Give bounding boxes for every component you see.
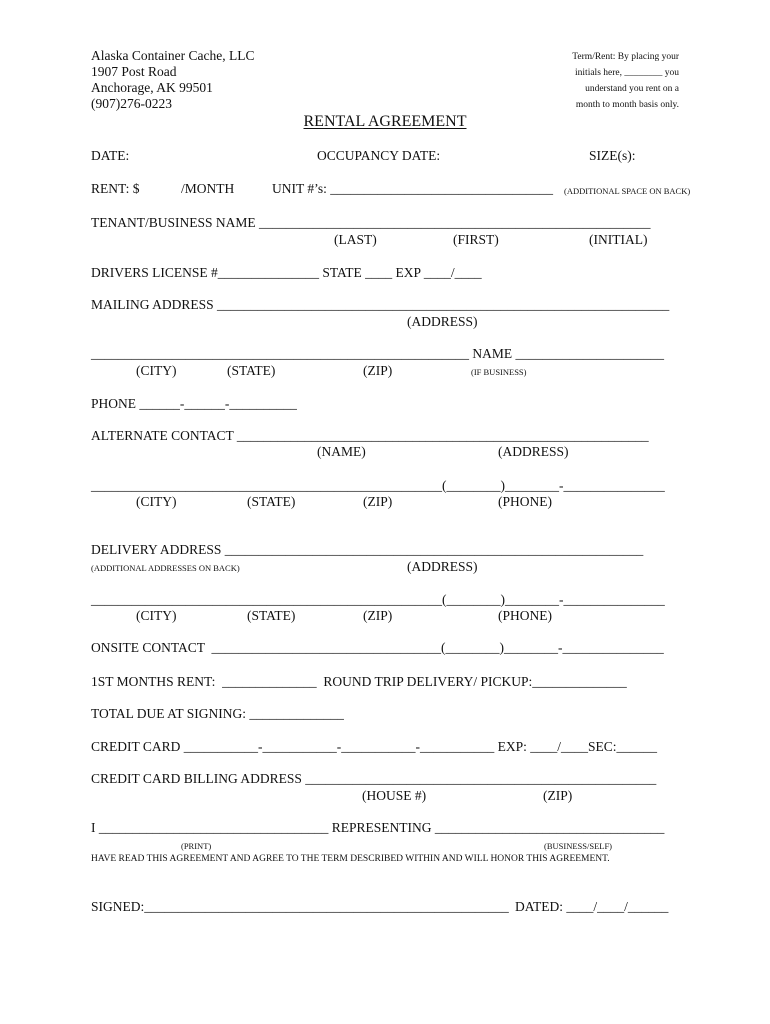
alternate-phone-caption: (PHONE) (498, 494, 552, 509)
total-due-field: TOTAL DUE AT SIGNING: ______________ (91, 706, 344, 721)
mailing-address-field: MAILING ADDRESS ___________________________________________________________________ (91, 297, 670, 312)
credit-card-field: CREDIT CARD ___________-___________-___________-___________ EXP: ____/____SEC:______ (91, 739, 658, 754)
mailing-zip-caption: (ZIP) (363, 363, 393, 378)
alternate-state-caption: (STATE) (247, 494, 296, 509)
delivery-phone-caption: (PHONE) (498, 608, 552, 623)
alternate-zip-caption: (ZIP) (363, 494, 393, 509)
unit-field: UNIT #’s: _________________________________ (272, 181, 554, 196)
mailing-city-name-field: ________________________________________________________ NAME ______________________ (91, 346, 664, 361)
unit-note: (ADDITIONAL SPACE ON BACK) (564, 186, 691, 196)
company-street: 1907 Post Road (91, 64, 177, 79)
billing-zip-caption: (ZIP) (543, 788, 573, 803)
tenant-first-caption: (FIRST) (453, 232, 499, 247)
billing-house-caption: (HOUSE #) (362, 788, 427, 803)
delivery-address-field: DELIVERY ADDRESS ______________________________________________________________ (91, 542, 644, 557)
mailing-state-caption: (STATE) (227, 363, 276, 378)
delivery-state-caption: (STATE) (247, 608, 296, 623)
alternate-address-caption: (ADDRESS) (498, 444, 569, 459)
alternate-city-phone-field: ____________________________________________________(________)________-_______________ (91, 478, 665, 493)
phone-field: PHONE ______-______-__________ (91, 396, 297, 411)
term-note-line1: Term/Rent: By placing your (572, 52, 679, 62)
signed-field: SIGNED:______________________________________________________ (91, 899, 509, 914)
dated-field: DATED: ____/____/______ (515, 899, 669, 914)
tenant-initial-caption: (INITIAL) (589, 232, 648, 247)
delivery-address-caption: (ADDRESS) (407, 559, 478, 574)
company-city-state-zip: Anchorage, AK 99501 (91, 80, 213, 95)
tenant-name-field: TENANT/BUSINESS NAME __________________________________________________________ (91, 215, 651, 230)
date-label: DATE: (91, 148, 130, 163)
company-phone: (907)276-0223 (91, 96, 172, 111)
business-self-caption: (BUSINESS/SELF) (544, 841, 613, 851)
print-caption: (PRINT) (181, 841, 212, 851)
delivery-additional-note: (ADDITIONAL ADDRESSES ON BACK) (91, 563, 240, 573)
rent-label: RENT: $ (91, 181, 140, 196)
alternate-name-caption: (NAME) (317, 444, 366, 459)
delivery-city-phone-field: ____________________________________________________(________)________-_______________ (91, 592, 665, 607)
month-label: /MONTH (181, 181, 235, 196)
representing-field: I __________________________________ REPRESENTING __________________________________ (91, 820, 665, 835)
term-note-line4: month to month basis only. (575, 100, 679, 110)
drivers-license-field: DRIVERS LICENSE #_______________ STATE ____ EXP ____/____ (91, 265, 482, 280)
delivery-zip-caption: (ZIP) (363, 608, 393, 623)
size-label: SIZE(s): (589, 148, 636, 163)
delivery-city-caption: (CITY) (136, 608, 177, 623)
alternate-contact-field: ALTERNATE CONTACT _____________________________________________________________ (91, 428, 649, 443)
agreement-statement: HAVE READ THIS AGREEMENT AND AGREE TO THE TERM DESCRIBED WITHIN AND WILL HONOR THIS AGREEMENT. (91, 854, 610, 864)
occupancy-date-label: OCCUPANCY DATE: (317, 148, 441, 163)
onsite-contact-field: ONSITE CONTACT __________________________________(________)________-_______________ (91, 640, 664, 655)
mailing-city-caption: (CITY) (136, 363, 177, 378)
page-title: RENTAL AGREEMENT (303, 113, 467, 130)
tenant-last-caption: (LAST) (334, 232, 377, 247)
company-name: Alaska Container Cache, LLC (91, 48, 255, 63)
if-business-caption: (IF BUSINESS) (471, 367, 527, 377)
term-note-line2: initials here, ________ you (575, 68, 679, 78)
alternate-city-caption: (CITY) (136, 494, 177, 509)
mailing-address-caption: (ADDRESS) (407, 314, 478, 329)
term-note-line3: understand you rent on a (585, 84, 679, 94)
first-month-rent-field: 1ST MONTHS RENT: ______________ ROUND TRIP DELIVERY/ PICKUP:______________ (91, 674, 627, 689)
billing-address-field: CREDIT CARD BILLING ADDRESS ____________________________________________________ (91, 771, 657, 786)
